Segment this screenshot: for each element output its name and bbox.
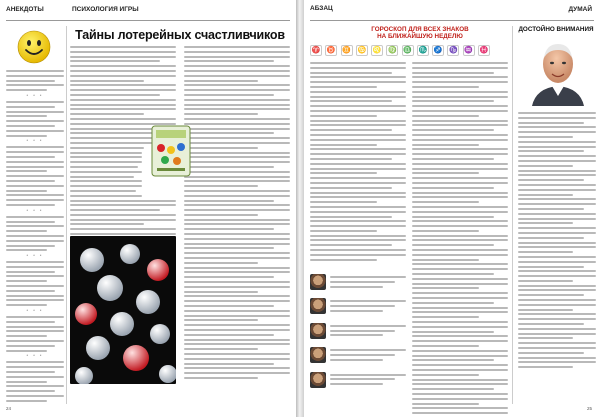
leo-icon: ♌ — [372, 47, 382, 54]
gemini-icon: ♊ — [342, 47, 351, 54]
avatar — [310, 323, 326, 339]
libra-icon: ♎ — [403, 47, 412, 54]
mini-profiles — [310, 274, 406, 396]
right-page-number: 25 — [586, 406, 592, 411]
aries-icon: ♈ — [311, 47, 321, 54]
column-divider — [66, 26, 67, 404]
horoscope-column-2 — [412, 62, 508, 417]
pisces-icon: ♓ — [479, 47, 489, 54]
section-label-jokes: АНЕКДОТЫ — [6, 6, 44, 13]
list-item — [310, 372, 406, 388]
author-portrait — [528, 36, 588, 106]
jokes-text: * * * * * * * * * * * * * * * * * * — [6, 70, 64, 405]
lottery-article — [70, 26, 290, 408]
list-item — [310, 347, 406, 363]
column-title: ДОСТОЙНО ВНИМАНИЯ — [518, 26, 594, 33]
zodiac-icons-row — [310, 45, 490, 56]
avatar — [310, 372, 326, 388]
horoscope-column-1 — [310, 62, 406, 263]
right-rubric-title: АБЗАЦ — [310, 5, 333, 12]
book-spine — [296, 0, 304, 417]
horoscope-title — [350, 26, 490, 40]
right-column-divider — [512, 26, 513, 404]
virgo-icon: ♍ — [387, 47, 397, 54]
capricorn-icon: ♑ — [449, 47, 458, 54]
scorpio-icon: ♏ — [418, 47, 428, 54]
section-label-think: ДУМАЙ — [568, 6, 592, 13]
left-page — [0, 0, 296, 417]
avatar — [310, 274, 326, 290]
list-item — [310, 323, 406, 339]
list-item — [310, 274, 406, 290]
cancer-icon: ♋ — [357, 47, 367, 54]
taurus-icon: ♉ — [326, 47, 336, 54]
rubric-label: ПСИХОЛОГИЯ ИГРЫ — [72, 6, 139, 13]
smiley-icon — [17, 30, 51, 64]
left-page-number: 24 — [6, 406, 12, 411]
right-page — [304, 0, 600, 417]
avatar — [310, 298, 326, 314]
lottery-balls-photo — [70, 236, 176, 384]
header-rule — [6, 20, 290, 21]
article-title: Тайны лотерейных счастливчиков — [75, 28, 285, 42]
list-item — [310, 298, 406, 314]
horoscope-title-line1: ГОРОСКОП ДЛЯ ВСЕХ ЗНАКОВ — [371, 26, 469, 33]
horoscope-title-line2: НА БЛИЖАЙШУЮ НЕДЕЛЮ — [377, 33, 463, 40]
avatar — [310, 347, 326, 363]
jokes-column — [6, 26, 64, 406]
right-rubric — [310, 6, 333, 20]
right-header-rule — [310, 20, 594, 21]
lottery-ticket-illustration — [148, 120, 194, 180]
aquarius-icon: ♒ — [464, 47, 474, 54]
column-text — [518, 112, 596, 371]
sagittarius-icon: ♐ — [433, 47, 443, 54]
